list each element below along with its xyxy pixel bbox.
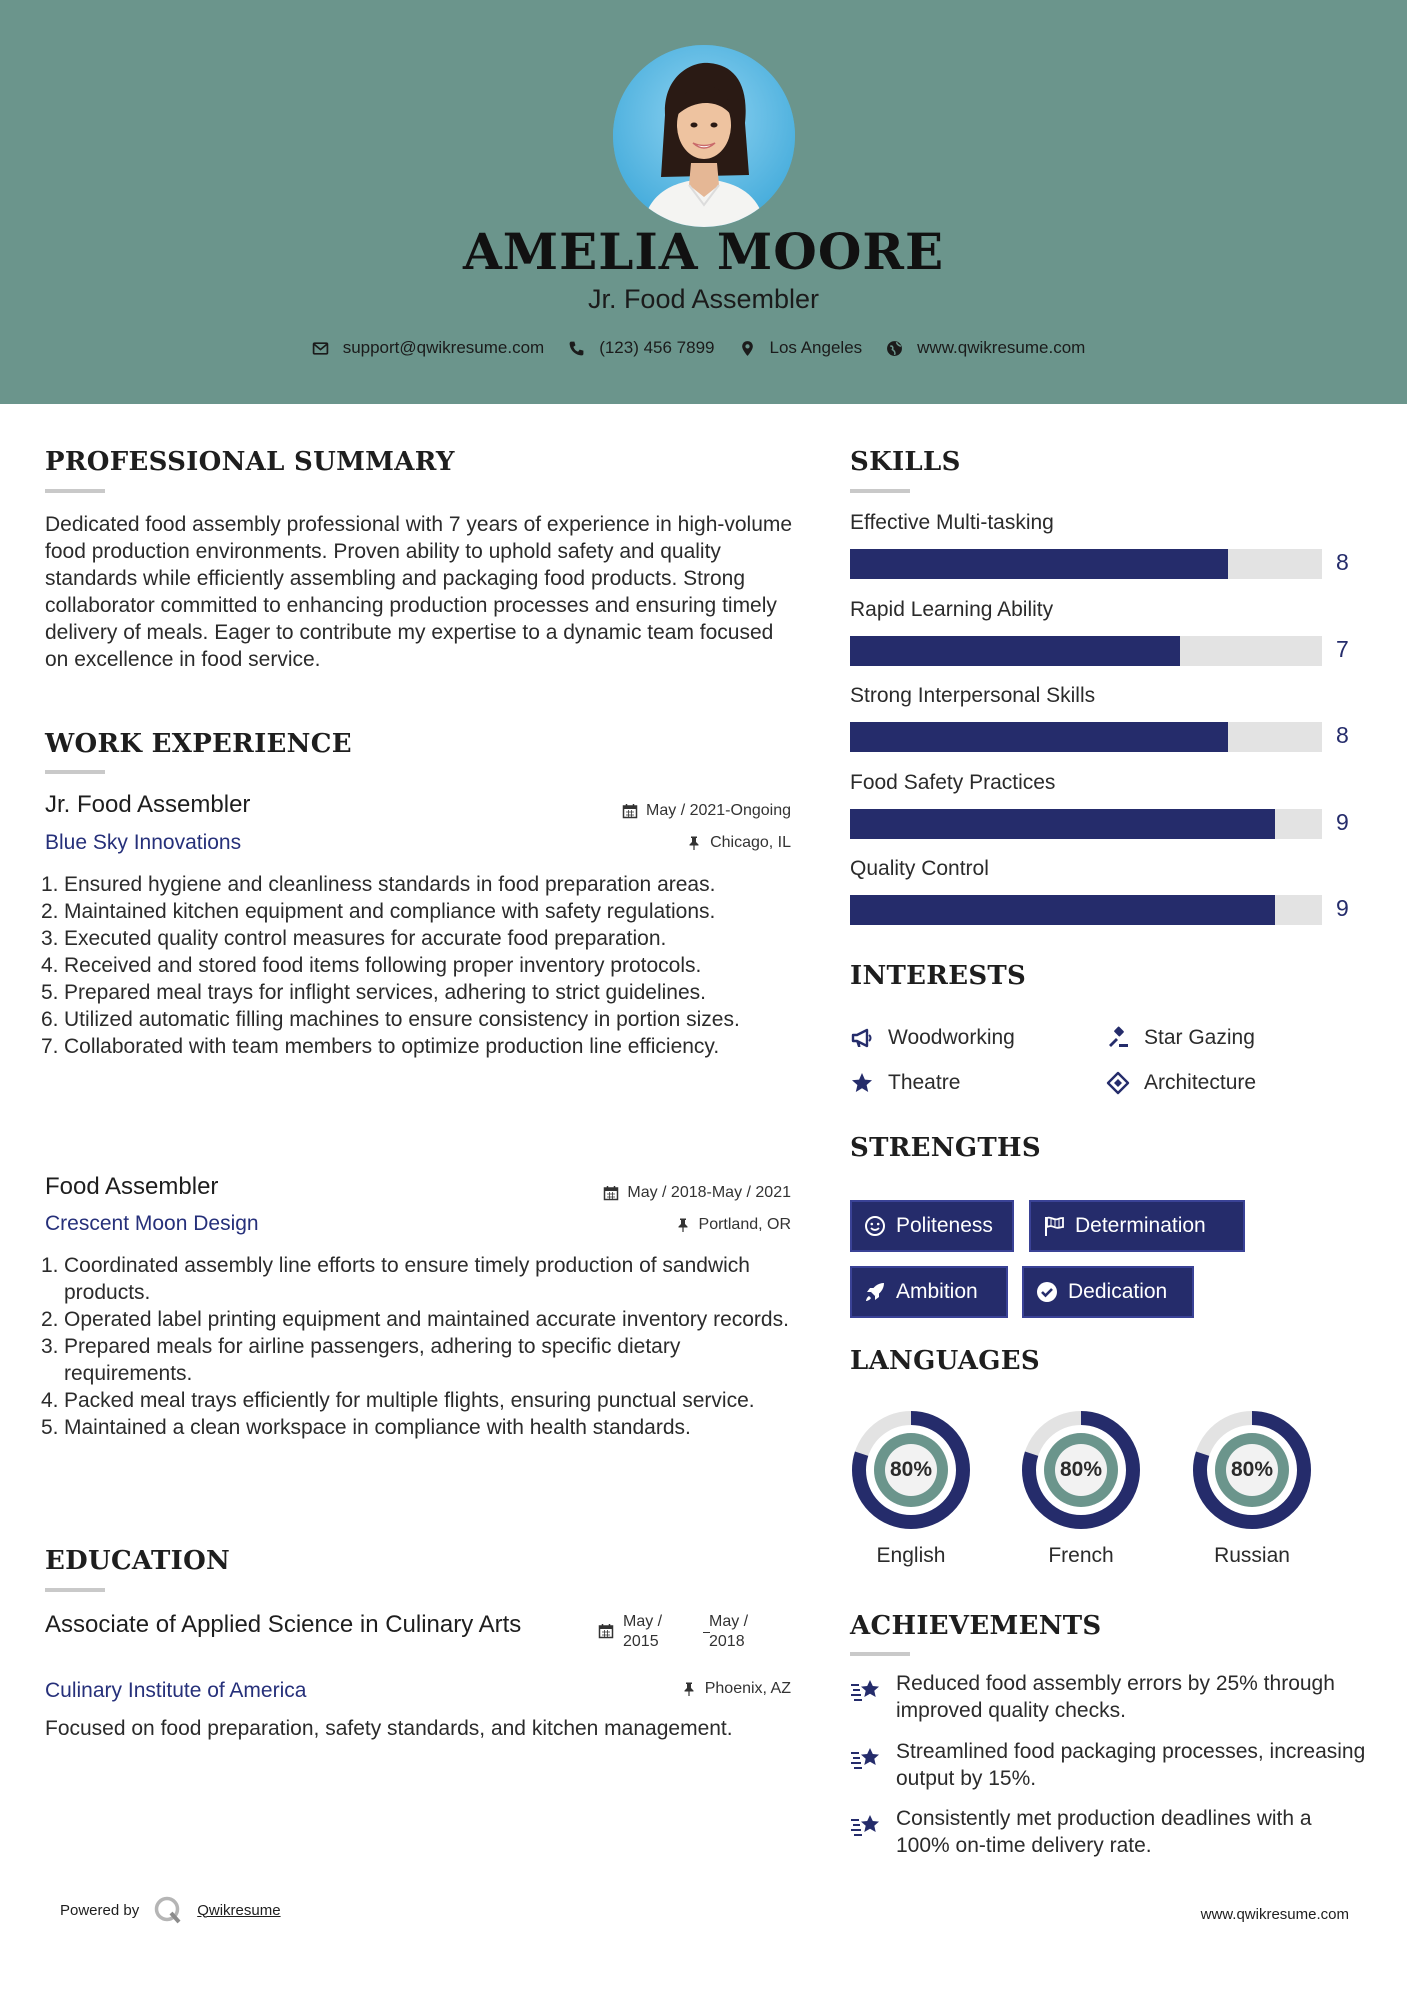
star-icon bbox=[850, 1071, 874, 1095]
skill-label: Rapid Learning Ability bbox=[850, 597, 1054, 621]
phone-text: (123) 456 7899 bbox=[599, 338, 715, 357]
education-start-date: May / 2015 bbox=[623, 1613, 663, 1650]
language-ring bbox=[1191, 1409, 1313, 1531]
list-item: 7. Collaborated with team members to optimize production line efficiency. bbox=[41, 1035, 720, 1058]
language-ring bbox=[850, 1409, 972, 1531]
achievement-item: Streamlined food packaging processes, increasing output by 15%. bbox=[850, 1738, 1370, 1792]
contact-email[interactable] bbox=[312, 338, 545, 358]
shooting-star-icon bbox=[850, 1676, 884, 1706]
qwikresume-logo-icon bbox=[153, 1895, 183, 1925]
contact-bar bbox=[0, 338, 1407, 358]
skill-bar-fill bbox=[850, 895, 1275, 925]
list-item: 6. Utilized automatic filling machines to ensure consistency in portion sizes. bbox=[41, 1008, 740, 1031]
strength-chip: Ambition bbox=[850, 1266, 1008, 1318]
shooting-star-icon bbox=[850, 1811, 884, 1841]
language-percent: 80% bbox=[1230, 1458, 1274, 1481]
megaphone-icon bbox=[850, 1026, 874, 1050]
interest-item: Architecture bbox=[1106, 1071, 1256, 1095]
list-item: 5. Maintained a clean workspace in compliance with health standards. bbox=[41, 1416, 691, 1439]
pushpin-icon bbox=[686, 835, 702, 851]
footer-powered bbox=[60, 1895, 281, 1925]
job-company: Blue Sky Innovations bbox=[45, 831, 242, 854]
education-description: Focused on food preparation, safety standards, and kitchen management. bbox=[45, 1717, 733, 1740]
powered-by-text: Powered by bbox=[60, 1901, 140, 1919]
education-heading: EDUCATION bbox=[45, 1546, 231, 1576]
skill-score: 8 bbox=[1336, 722, 1349, 748]
job-title: Jr. Food Assembler bbox=[45, 791, 251, 818]
footer-website[interactable]: www.qwikresume.com bbox=[1200, 1906, 1349, 1923]
profile-photo bbox=[613, 45, 795, 227]
education-end-date: May / 2018 bbox=[709, 1613, 749, 1650]
summary-divider bbox=[45, 489, 105, 493]
skill-bar-fill bbox=[850, 549, 1228, 579]
skill-score: 8 bbox=[1336, 549, 1349, 575]
job-duties-list bbox=[41, 1252, 797, 1441]
achievement-item: Consistently met production deadlines with a 100% on-time delivery rate. bbox=[850, 1805, 1370, 1859]
list-item: 5. Prepared meal trays for inflight services, adhering to strict guidelines. bbox=[41, 981, 706, 1004]
ticket-icon bbox=[1106, 1071, 1130, 1095]
calendar-icon bbox=[622, 803, 638, 819]
skill-label: Effective Multi-tasking bbox=[850, 511, 1054, 534]
smile-icon bbox=[864, 1215, 886, 1237]
skill-bar-fill bbox=[850, 809, 1275, 839]
calendar-icon bbox=[603, 1185, 619, 1201]
skill-score: 7 bbox=[1336, 635, 1349, 662]
skills-divider bbox=[850, 489, 910, 493]
job-dates bbox=[603, 1184, 791, 1202]
location-text: Los Angeles bbox=[769, 338, 863, 357]
globe-icon bbox=[886, 340, 903, 357]
interest-item: Star Gazing bbox=[1106, 1026, 1255, 1050]
job-company: Crescent Moon Design bbox=[45, 1212, 259, 1235]
job-location-text: Chicago, IL bbox=[710, 834, 791, 851]
skill-score: 9 bbox=[1336, 808, 1349, 835]
skill-bar-track bbox=[850, 809, 1322, 839]
contact-location bbox=[739, 338, 863, 358]
job-location bbox=[675, 1216, 791, 1234]
language-name: English bbox=[876, 1544, 946, 1567]
strength-chip: Determination bbox=[1029, 1200, 1245, 1252]
skill-bar-track bbox=[850, 636, 1322, 666]
strengths-heading: STRENGTHS bbox=[850, 1133, 1041, 1163]
job-location-text: Portland, OR bbox=[698, 1216, 791, 1233]
degree-title: Associate of Applied Science in Culinary Arts bbox=[45, 1611, 522, 1638]
summary-heading: PROFESSIONAL SUMMARY bbox=[45, 447, 455, 477]
skills-heading: SKILLS bbox=[850, 447, 961, 477]
education-location-text: Phoenix, AZ bbox=[704, 1680, 791, 1697]
school-name: Culinary Institute of America bbox=[45, 1679, 307, 1702]
interest-item: Theatre bbox=[850, 1071, 960, 1095]
list-item: 2. Operated label printing equipment and maintained accurate inventory records. bbox=[41, 1308, 789, 1331]
pushpin-icon bbox=[681, 1681, 697, 1697]
achievement-item: Reduced food assembly errors by 25% through improved quality checks. bbox=[850, 1670, 1370, 1724]
strength-chip: Politeness bbox=[850, 1200, 1014, 1252]
summary-text: Dedicated food assembly professional with 7 years of experience in high-volume food production environments. Proven ability to uphold safety and quality standards while efficiently assembling and packaging food products. Strong collaborator committed to enhancing production processes and ensuring timely delivery of meals. Eager to contribute my expertise to a dynamic team focused on excellence in food service. bbox=[45, 513, 793, 671]
skill-label: Food Safety Practices bbox=[850, 770, 1056, 794]
language-percent: 80% bbox=[1059, 1458, 1103, 1481]
email-text: support@qwikresume.com bbox=[342, 338, 545, 357]
portrait-image bbox=[613, 45, 795, 227]
experience-divider bbox=[45, 770, 105, 774]
list-item: 2. Maintained kitchen equipment and compliance with safety regulations. bbox=[41, 900, 716, 923]
skill-bar-track bbox=[850, 549, 1322, 579]
skill-bar-fill bbox=[850, 722, 1228, 752]
pushpin-icon bbox=[675, 1217, 691, 1233]
skill-bar-fill bbox=[850, 636, 1180, 666]
skill-bar-track bbox=[850, 722, 1322, 752]
job-dates-text: May / 2021-Ongoing bbox=[646, 802, 791, 819]
phone-icon bbox=[568, 340, 585, 357]
language-name: French bbox=[1048, 1544, 1114, 1567]
list-item: 3. Executed quality control measures for accurate food preparation. bbox=[41, 927, 667, 950]
brand-link[interactable]: Qwikresume bbox=[197, 1901, 281, 1919]
gavel-icon bbox=[1106, 1026, 1130, 1050]
experience-heading: WORK EXPERIENCE bbox=[45, 729, 352, 759]
job-title: Food Assembler bbox=[45, 1173, 219, 1200]
list-item: 4. Packed meal trays efficiently for multiple flights, ensuring punctual service. bbox=[41, 1389, 755, 1412]
achievements-heading: ACHIEVEMENTS bbox=[850, 1611, 1102, 1641]
map-marker-icon bbox=[739, 340, 756, 357]
skill-label: Quality Control bbox=[850, 857, 989, 880]
contact-phone[interactable] bbox=[568, 338, 714, 358]
interest-item: Woodworking bbox=[850, 1026, 1015, 1050]
list-item: 1. Ensured hygiene and cleanliness standards in food preparation areas. bbox=[41, 873, 716, 896]
resume-header bbox=[0, 0, 1407, 404]
job-duties-list bbox=[41, 871, 797, 1060]
rocket-icon bbox=[864, 1281, 886, 1303]
language-ring bbox=[1020, 1409, 1142, 1531]
candidate-name: AMELIA MOORE bbox=[462, 222, 945, 281]
candidate-role: Jr. Food Assembler bbox=[587, 284, 820, 314]
job-dates bbox=[622, 802, 791, 820]
list-item: 3. Prepared meals for airline passengers, adhering to specific dietary requirements. bbox=[41, 1335, 681, 1385]
language-name: Russian bbox=[1214, 1544, 1290, 1567]
strength-chip: Dedication bbox=[1022, 1266, 1194, 1318]
envelope-icon bbox=[312, 340, 329, 357]
list-item: 1. Coordinated assembly line efforts to ensure timely production of sandwich products. bbox=[41, 1254, 750, 1304]
achievements-divider bbox=[850, 1652, 910, 1656]
check-circle-icon bbox=[1036, 1281, 1058, 1303]
education-location bbox=[681, 1680, 791, 1698]
job-dates-text: May / 2018-May / 2021 bbox=[627, 1184, 791, 1201]
job-location bbox=[686, 834, 791, 852]
languages-heading: LANGUAGES bbox=[850, 1346, 1040, 1376]
flag-icon bbox=[1043, 1215, 1065, 1237]
shooting-star-icon bbox=[850, 1744, 884, 1774]
interests-heading: INTERESTS bbox=[850, 961, 1027, 991]
education-divider bbox=[45, 1588, 105, 1592]
skill-label: Strong Interpersonal Skills bbox=[850, 684, 1096, 707]
list-item: 4. Received and stored food items following proper inventory protocols. bbox=[41, 954, 702, 977]
language-percent: 80% bbox=[889, 1458, 933, 1481]
contact-website[interactable] bbox=[886, 338, 1085, 358]
website-text: www.qwikresume.com bbox=[917, 338, 1086, 357]
calendar-icon bbox=[598, 1623, 614, 1639]
skill-bar-track bbox=[850, 895, 1322, 925]
skill-score: 9 bbox=[1336, 895, 1349, 921]
